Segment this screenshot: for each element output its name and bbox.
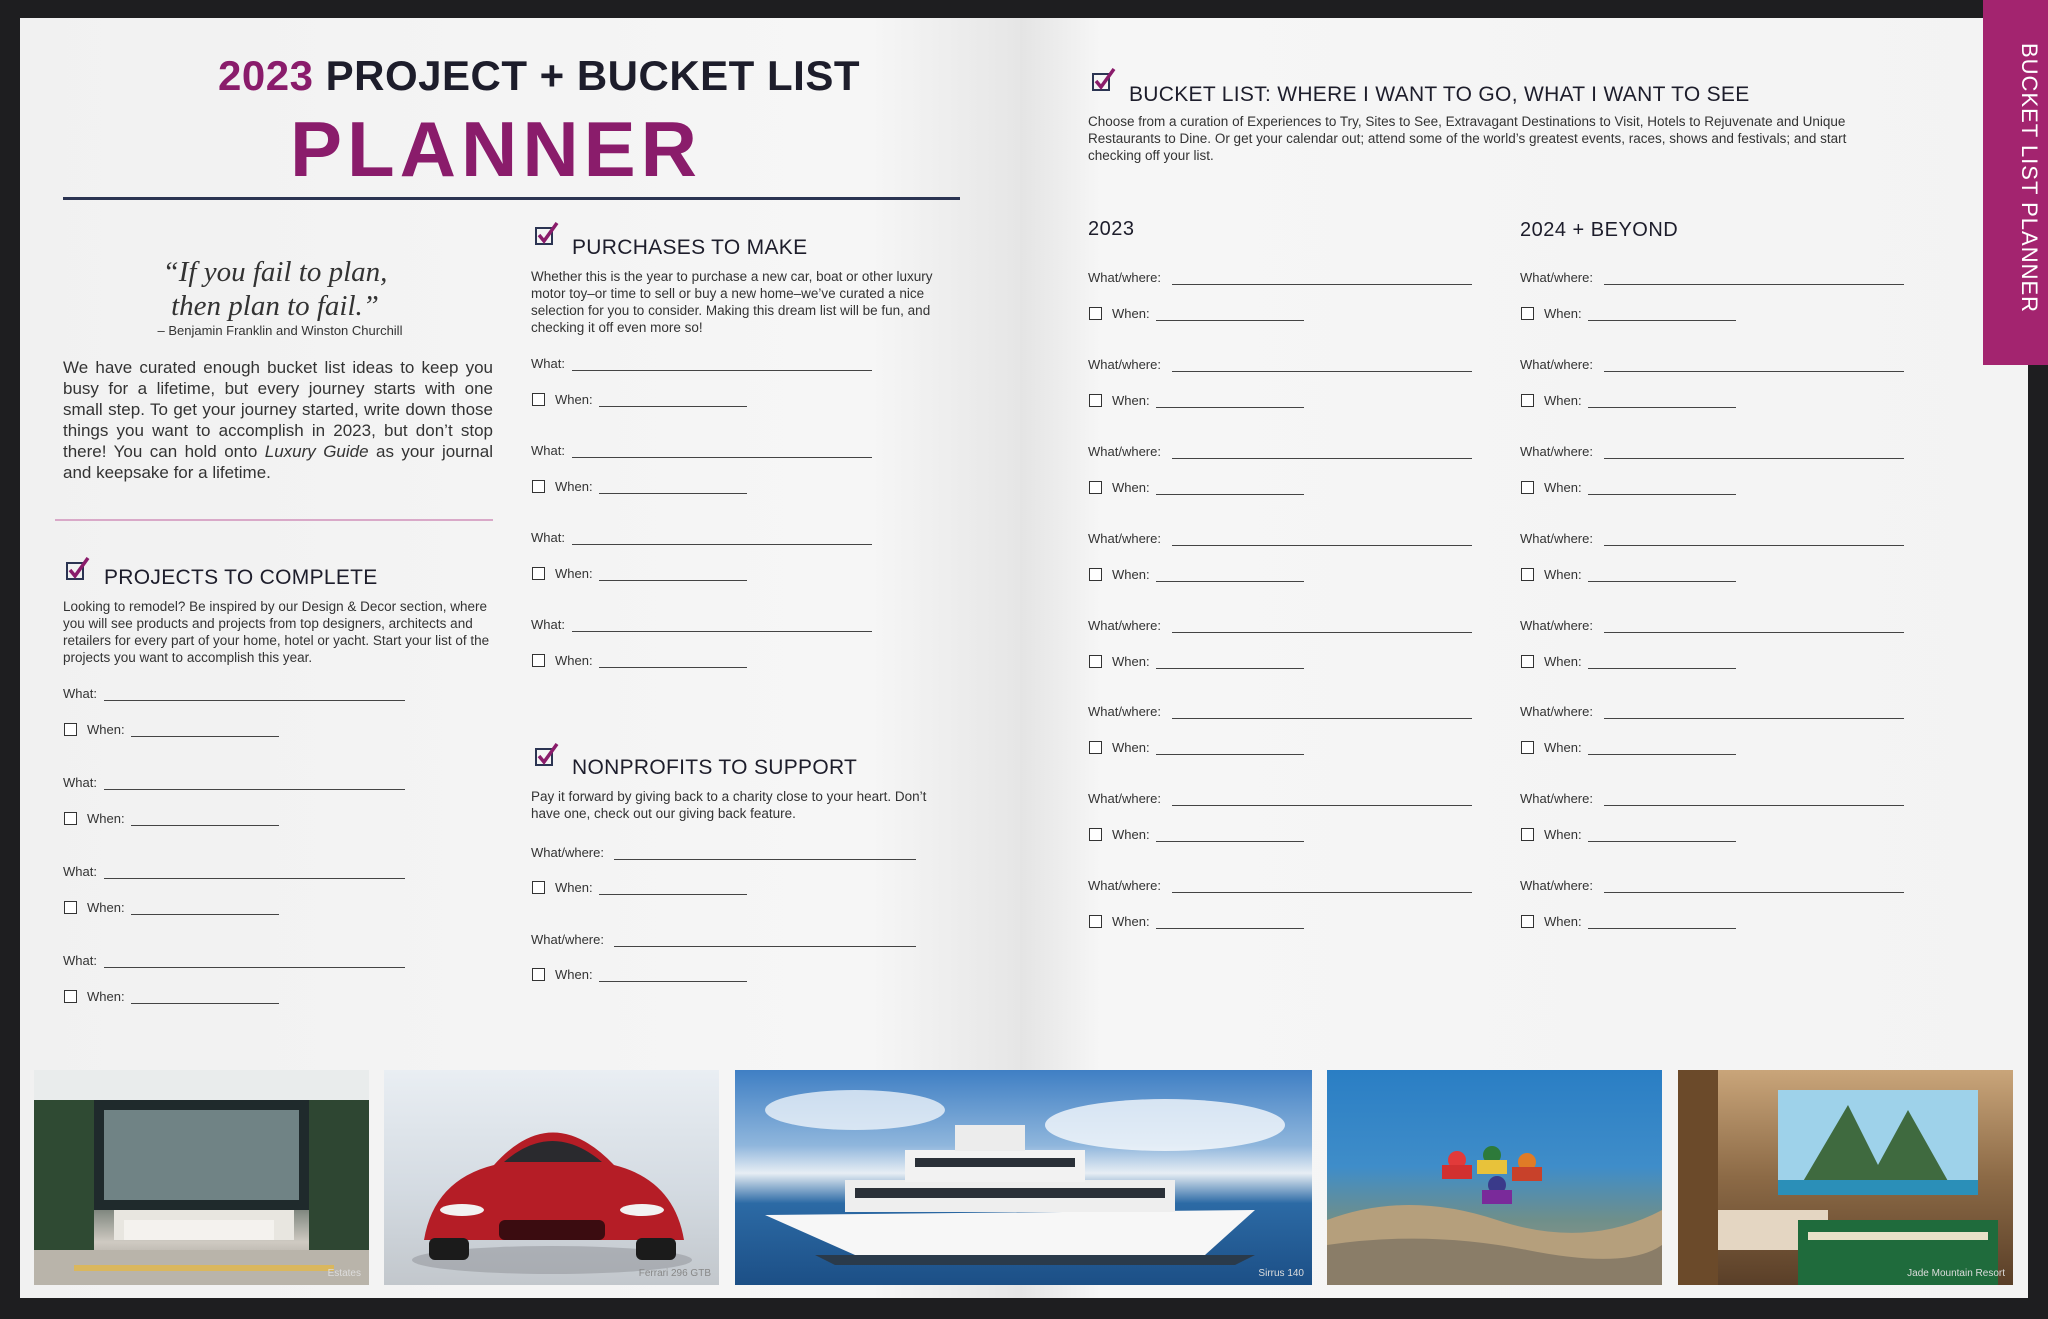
bucket-2024-6-what-input[interactable] [1604, 718, 1904, 719]
photo-skydivers [1327, 1070, 1662, 1285]
intro-text-1: We have curated enough bucket list ideas to keep you busy for a lifetime, but every journey starts with one small step. To get your journey started, write down those things you want to accomplish in 2023, but don’t stop there! You can hold onto [63, 358, 493, 461]
bucket-2023-2-what-input[interactable] [1172, 371, 1472, 372]
planner-title: PLANNER [290, 105, 703, 193]
bucket-2023-2-what-label: What/where: [1088, 357, 1161, 372]
checkmark-icon [535, 743, 559, 767]
bucket-2024-7-when-input[interactable] [1588, 841, 1736, 842]
bucket-2023-8-what-input[interactable] [1172, 892, 1472, 893]
checkmark-icon [66, 557, 90, 581]
purchase-1-checkbox[interactable] [532, 393, 545, 406]
project-3-when-input[interactable] [131, 914, 279, 915]
quote [110, 255, 440, 323]
bucket-2024-7-when-label: When: [1544, 827, 1582, 842]
purchases-heading: PURCHASES TO MAKE [572, 236, 808, 259]
nonprofit-1-checkbox[interactable] [532, 881, 545, 894]
bucket-2024-8-what-label: What/where: [1520, 878, 1593, 893]
bucket-2024-1-when-label: When: [1544, 306, 1582, 321]
photo-credit-1: Estates [327, 1268, 361, 1279]
bucket-2024-4-when-label: When: [1544, 567, 1582, 582]
bucket-2024-8-when-label: When: [1544, 914, 1582, 929]
purchase-1-when-input[interactable] [599, 406, 747, 407]
nonprofit-2-checkbox[interactable] [532, 968, 545, 981]
bucket-2023-5-when-input[interactable] [1156, 668, 1304, 669]
bucket-2024-1-what-label: What/where: [1520, 270, 1593, 285]
bucket-2023-1-checkbox[interactable] [1089, 307, 1102, 320]
purchase-1-when-label: When: [555, 392, 593, 407]
skydivers-illustration [1327, 1070, 1662, 1285]
purchase-2-checkbox[interactable] [532, 480, 545, 493]
bucket-2023-7-checkbox[interactable] [1089, 828, 1102, 841]
checkmark-icon [1092, 68, 1116, 92]
bucket-2024-8-checkbox[interactable] [1521, 915, 1534, 928]
purchase-2-what-label: What: [531, 443, 565, 458]
bucket-2023-5-when-label: When: [1112, 654, 1150, 669]
side-tab-label: BUCKET LIST PLANNER [2017, 43, 2042, 314]
purchase-4-when-input[interactable] [599, 667, 747, 668]
bucket-2024-5-when-input[interactable] [1588, 668, 1736, 669]
nonprofit-1-when-input[interactable] [599, 894, 747, 895]
purchase-4-when-label: When: [555, 653, 593, 668]
nonprofit-2-when-input[interactable] [599, 981, 747, 982]
project-3-checkbox[interactable] [64, 901, 77, 914]
bucket-2023-7-when-label: When: [1112, 827, 1150, 842]
photo-modern-home [34, 1070, 369, 1285]
bucket-2024-3-checkbox[interactable] [1521, 481, 1534, 494]
bucket-2024-5-what-input[interactable] [1604, 632, 1904, 633]
title-divider [63, 197, 960, 200]
bucket-2023-3-when-input[interactable] [1156, 494, 1304, 495]
project-2-checkbox[interactable] [64, 812, 77, 825]
project-1-checkbox[interactable] [64, 723, 77, 736]
bucket-2024-3-when-input[interactable] [1588, 494, 1736, 495]
bucket-heading: BUCKET LIST: WHERE I WANT TO GO, WHAT I WANT TO SEE [1129, 83, 1750, 106]
bucket-2024-6-what-label: What/where: [1520, 704, 1593, 719]
bucket-2023-8-when-label: When: [1112, 914, 1150, 929]
bucket-2023-4-when-input[interactable] [1156, 581, 1304, 582]
bucket-2024-1-checkbox[interactable] [1521, 307, 1534, 320]
bucket-2023-8-when-input[interactable] [1156, 928, 1304, 929]
bucket-2024-5-what-label: What/where: [1520, 618, 1593, 633]
intro-italic: Luxury Guide [264, 442, 369, 461]
bucket-2024-4-what-label: What/where: [1520, 531, 1593, 546]
bucket-2023-5-checkbox[interactable] [1089, 655, 1102, 668]
bucket-2024-8-when-input[interactable] [1588, 928, 1736, 929]
section-divider [55, 519, 493, 521]
purchase-3-what-label: What: [531, 530, 565, 545]
photo-resort [1678, 1070, 2013, 1285]
checkmark-icon [535, 222, 559, 246]
project-4-what-label: What: [63, 953, 97, 968]
bucket-2023-2-checkbox[interactable] [1089, 394, 1102, 407]
column-heading-2024: 2024 + BEYOND [1520, 219, 1679, 241]
bucket-2023-2-when-input[interactable] [1156, 407, 1304, 408]
nonprofit-2-when-label: When: [555, 967, 593, 982]
title-year: 2023 [218, 52, 314, 99]
bucket-2024-7-what-label: What/where: [1520, 791, 1593, 806]
bucket-2023-7-when-input[interactable] [1156, 841, 1304, 842]
project-3-when-label: When: [87, 900, 125, 915]
bucket-2024-6-when-label: When: [1544, 740, 1582, 755]
bucket-2024-2-what-input[interactable] [1604, 371, 1904, 372]
bucket-2023-6-checkbox[interactable] [1089, 741, 1102, 754]
bucket-2023-3-what-label: What/where: [1088, 444, 1161, 459]
resort-illustration [1678, 1070, 2013, 1285]
quote-attribution: – Benjamin Franklin and Winston Churchill [157, 323, 403, 338]
bucket-2023-6-when-input[interactable] [1156, 754, 1304, 755]
purchase-2-when-label: When: [555, 479, 593, 494]
purchase-2-when-input[interactable] [599, 493, 747, 494]
nonprofits-description: Pay it forward by giving back to a charity close to your heart. Don’t have one, check out our giving back feature. [531, 789, 927, 821]
bucket-2023-7-what-input[interactable] [1172, 805, 1472, 806]
projects-description: Looking to remodel? Be inspired by our Design & Decor section, where you will see products and projects from top designers, architects and retailers for every part of your home, hotel or yacht. Start your list of the projects you want to accomplish this year. [63, 599, 490, 665]
project-1-what-label: What: [63, 686, 97, 701]
nonprofit-1-what-label: What/where: [531, 845, 604, 860]
bucket-2024-3-when-label: When: [1544, 480, 1582, 495]
bucket-2024-4-when-input[interactable] [1588, 581, 1736, 582]
bucket-2023-6-when-label: When: [1112, 740, 1150, 755]
project-4-checkbox[interactable] [64, 990, 77, 1003]
bucket-2024-6-when-input[interactable] [1588, 754, 1736, 755]
bucket-2023-1-when-input[interactable] [1156, 320, 1304, 321]
project-2-when-label: When: [87, 811, 125, 826]
project-2-when-input[interactable] [131, 825, 279, 826]
bucket-2024-2-what-label: What/where: [1520, 357, 1593, 372]
bucket-2023-3-when-label: When: [1112, 480, 1150, 495]
nonprofit-2-what-input[interactable] [614, 946, 916, 947]
nonprofit-1-when-label: When: [555, 880, 593, 895]
project-2-what-label: What: [63, 775, 97, 790]
project-1-when-label: When: [87, 722, 125, 737]
bucket-2024-1-what-input[interactable] [1604, 284, 1904, 285]
nonprofit-1-what-input[interactable] [614, 859, 916, 860]
modern-home-illustration [34, 1070, 369, 1285]
bucket-2024-8-what-input[interactable] [1604, 892, 1904, 893]
yacht-illustration [735, 1070, 1312, 1285]
page-title [218, 52, 860, 100]
red-car-illustration [384, 1070, 719, 1285]
bucket-2023-2-when-label: When: [1112, 393, 1150, 408]
purchase-4-what-input[interactable] [572, 631, 872, 632]
bucket-2023-5-what-input[interactable] [1172, 632, 1472, 633]
purchase-2-what-input[interactable] [572, 457, 872, 458]
purchase-3-checkbox[interactable] [532, 567, 545, 580]
bucket-2024-5-when-label: When: [1544, 654, 1582, 669]
bucket-2024-7-what-input[interactable] [1604, 805, 1904, 806]
bucket-2023-3-checkbox[interactable] [1089, 481, 1102, 494]
project-1-what-input[interactable] [104, 700, 405, 701]
bucket-2024-1-when-input[interactable] [1588, 320, 1736, 321]
project-2-what-input[interactable] [104, 789, 405, 790]
purchase-4-checkbox[interactable] [532, 654, 545, 667]
purchase-4-what-label: What: [531, 617, 565, 632]
bucket-2023-3-what-input[interactable] [1172, 458, 1472, 459]
purchase-3-when-input[interactable] [599, 580, 747, 581]
bucket-2023-1-when-label: When: [1112, 306, 1150, 321]
bucket-2023-7-what-label: What/where: [1088, 791, 1161, 806]
bucket-2024-6-checkbox[interactable] [1521, 741, 1534, 754]
bucket-2024-4-checkbox[interactable] [1521, 568, 1534, 581]
projects-heading: PROJECTS TO COMPLETE [104, 566, 378, 589]
bucket-2023-4-what-label: What/where: [1088, 531, 1161, 546]
bucket-2023-6-what-label: What/where: [1088, 704, 1161, 719]
project-3-what-input[interactable] [104, 878, 405, 879]
project-4-what-input[interactable] [104, 967, 405, 968]
bucket-2023-1-what-input[interactable] [1172, 284, 1472, 285]
bucket-2024-7-checkbox[interactable] [1521, 828, 1534, 841]
bucket-2024-5-checkbox[interactable] [1521, 655, 1534, 668]
bucket-2023-4-checkbox[interactable] [1089, 568, 1102, 581]
bucket-2024-2-when-input[interactable] [1588, 407, 1736, 408]
title-text: PROJECT + BUCKET LIST [325, 52, 861, 99]
bucket-2024-2-checkbox[interactable] [1521, 394, 1534, 407]
bucket-description: Choose from a curation of Experiences to Try, Sites to See, Extravagant Destinations to Visit, Hotels to Rejuvenate and Unique Restaurants to Dine. Or get your calendar out; attend some of the world’s greatest events, races, shows and festivals; and start checking off your list. [1088, 114, 1847, 163]
bucket-2023-8-checkbox[interactable] [1089, 915, 1102, 928]
bucket-2023-5-what-label: What/where: [1088, 618, 1161, 633]
purchases-description: Whether this is the year to purchase a new car, boat or other luxury motor toy–or time to sell or buy a new home–we’ve curated a nice selection for you to consider. Making this dream list will be fun, and checking it off even more so! [531, 269, 933, 335]
purchase-3-when-label: When: [555, 566, 593, 581]
column-heading-2023: 2023 [1088, 218, 1135, 240]
photo-credit-3: Sirrus 140 [1258, 1268, 1304, 1279]
nonprofit-2-what-label: What/where: [531, 932, 604, 947]
intro-text-2: as your journal and keepsake for a lifetime. [63, 442, 493, 482]
purchase-1-what-input[interactable] [572, 370, 872, 371]
bucket-2024-2-when-label: When: [1544, 393, 1582, 408]
project-4-when-input[interactable] [131, 1003, 279, 1004]
purchase-3-what-input[interactable] [572, 544, 872, 545]
project-1-when-input[interactable] [131, 736, 279, 737]
photo-yacht [735, 1070, 1312, 1285]
intro-paragraph [63, 357, 493, 483]
bucket-2024-3-what-input[interactable] [1604, 458, 1904, 459]
project-3-what-label: What: [63, 864, 97, 879]
bucket-2024-3-what-label: What/where: [1520, 444, 1593, 459]
bucket-2023-4-what-input[interactable] [1172, 545, 1472, 546]
bucket-2023-8-what-label: What/where: [1088, 878, 1161, 893]
nonprofits-heading: NONPROFITS TO SUPPORT [572, 756, 858, 779]
quote-line-1: “If you fail to plan, [162, 256, 388, 288]
quote-line-2: then plan to fail.” [171, 290, 379, 322]
photo-red-car [384, 1070, 719, 1285]
photo-credit-2: Ferrari 296 GTB [638, 1268, 711, 1279]
bucket-2023-4-when-label: When: [1112, 567, 1150, 582]
bucket-2023-1-what-label: What/where: [1088, 270, 1161, 285]
photo-credit-4: Jade Mountain Resort [1907, 1268, 2005, 1279]
purchase-1-what-label: What: [531, 356, 565, 371]
bucket-2023-6-what-input[interactable] [1172, 718, 1472, 719]
bucket-2024-4-what-input[interactable] [1604, 545, 1904, 546]
project-4-when-label: When: [87, 989, 125, 1004]
